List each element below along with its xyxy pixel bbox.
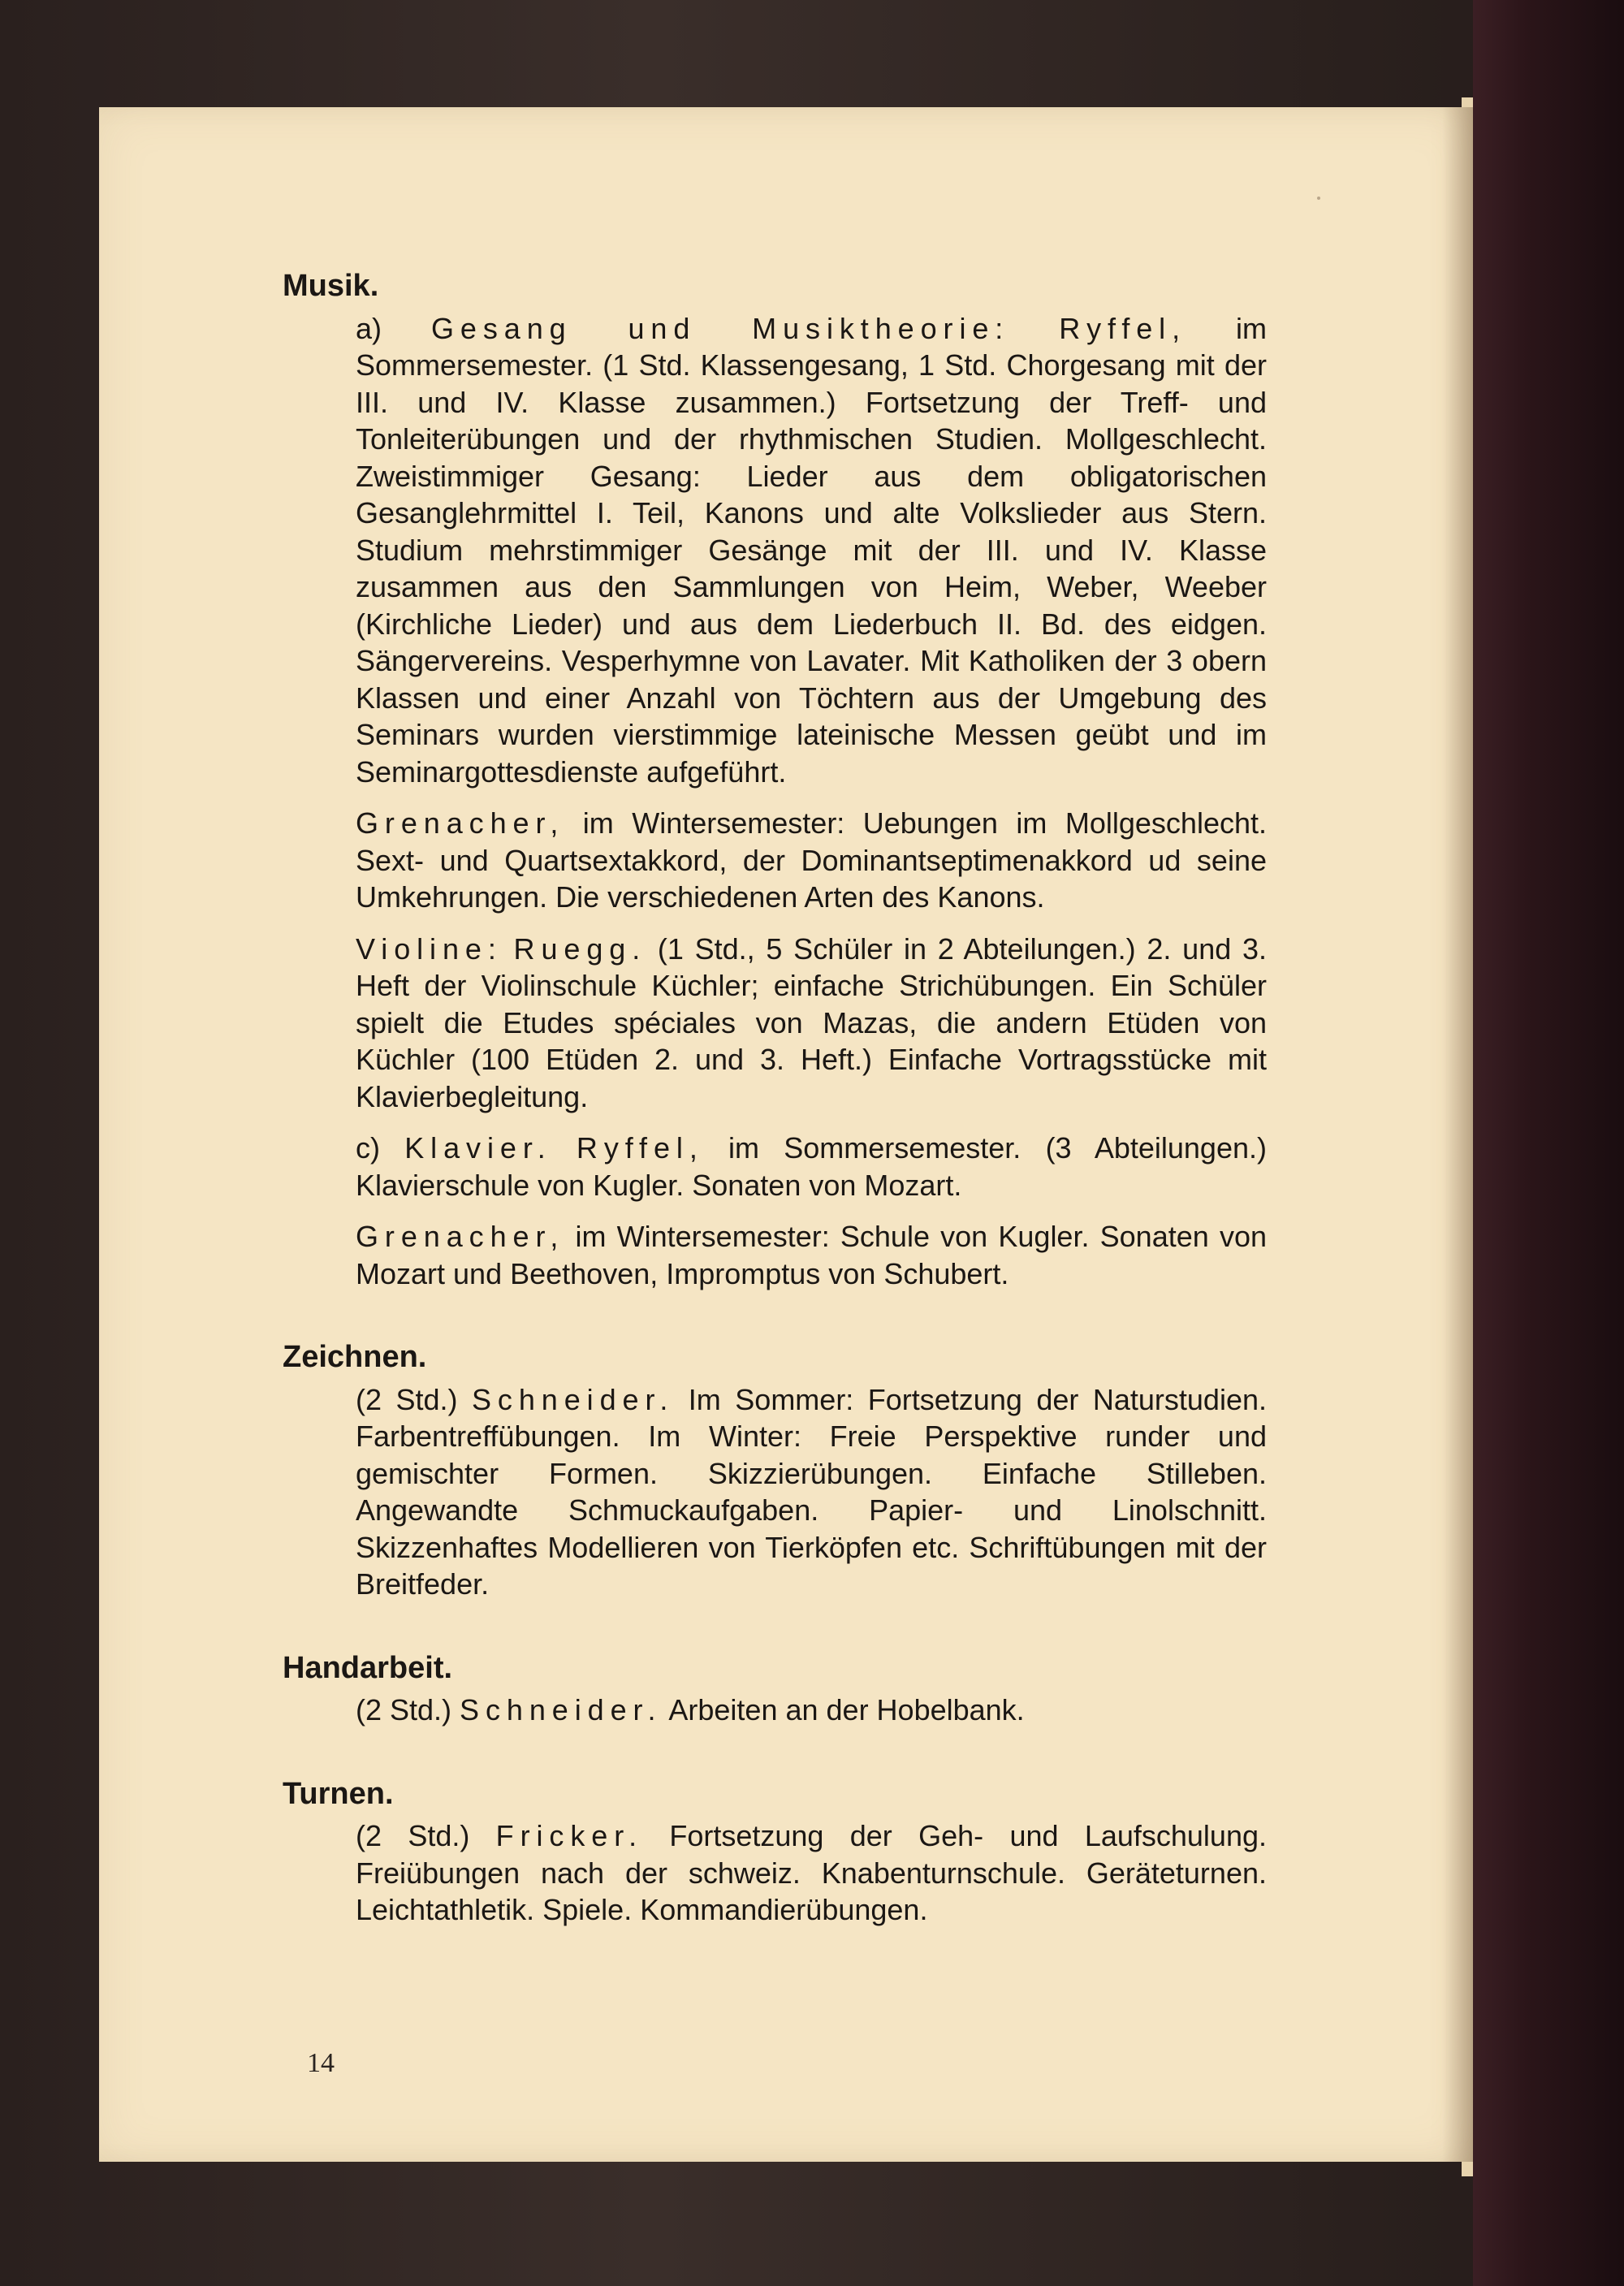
section-title-zeichnen: Zeichnen. [283,1340,427,1374]
paragraph-handarbeit [356,1692,1267,1729]
paragraph-text: Fortsetzung der Geh- und Laufschulung. Freiübungen nach der schweiz. Knabenturnschule. Geräteturnen. Leichtathletik. Spiele. Kommandierübungen. [356,1819,1268,1926]
teacher-name: Grenacher, [356,1220,565,1253]
subject-label: Violine: [356,931,503,966]
section-title-handarbeit: Handarbeit. [283,1650,453,1685]
paragraph-klavier [356,1130,1267,1203]
teacher-name: Ryffel, [576,1131,704,1165]
teacher-name: Ryffel, [1059,311,1187,345]
paragraph-prefix: (2 Std.) [356,1693,460,1726]
paragraph-zeichnen [356,1381,1267,1603]
paragraph-prefix: (2 Std.) [356,1382,472,1416]
page-gutter-shadow [1442,107,1473,2162]
paragraph-gesang [356,310,1267,791]
paragraph-text: im Wintersemester: Schule von Kugler. Sonaten von Mozart und Beethoven, Impromptus von Schubert. [356,1220,1267,1290]
teacher-name: Fricker. [495,1819,644,1852]
teacher-name: Ruegg. [513,931,647,966]
section-title-turnen: Turnen. [283,1776,394,1811]
paragraph-text: im Sommersemester. (3 Abteilungen.) Klavierschule von Kugler. Sonaten von Mozart. [356,1131,1267,1202]
teacher-name: Schneider. [472,1382,675,1416]
paragraph-text: (1 Std., 5 Schüler in 2 Abteilungen.) 2. und 3. Heft der Violinschule Küchler; einfache Strichübungen. Ein Schüler spielt die Etudes spéciales von Mazas, die andern Etüden von Küchler (100 Etüden 2. und 3. Heft.) Einfache Vortragsstücke mit Klavierbegleitung. [356,931,1267,1113]
paragraph-text: im Sommersemester. (1 Std. Klassengesang, 1 Std. Chorgesang mit der III. und IV. Klasse zusammen.) Fortsetzung der Treff- und Tonleiterübungen und der rhythmischen Studien. Mollgeschlecht. Zweistimmiger Gesang: Lieder aus dem obligatorischen Gesanglehrmittel I. Teil, Kanons und alte Volkslieder aus Stern. Studium mehrstimmiger Gesänge mit der III. und IV. Klasse zusammen aus den Sammlungen von Heim, Weber, Weeber (Kirchliche Lieder) und aus dem Liederbuch II. Bd. des eidgen. Sängervereins. Vesperhymne von Lavater. Mit Katholiken der 3 obern Klassen und einer Anzahl von Töchtern aus der Umgebung des Seminars wurden vierstimmige lateinische Messen geübt und im Seminargottesdienste aufgeführt. [356,311,1267,789]
subject-label: Gesang und Musiktheorie: [430,311,1010,345]
paragraph-turnen [356,1817,1267,1929]
paragraph-prefix: (2 Std.) [356,1819,496,1852]
paragraph-text: Im Sommer: Fortsetzung der Naturstudien. Farbentreffübungen. Im Winter: Freie Perspektive runder und gemischter Formen. Skizzierübungen. Einfache Stilleben. Angewandte Schmuckaufgaben. Papier- und Linolschnitt. Skizzenhaftes Modellieren von Tierköpfen etc. Schriftübungen mit der Breitfeder. [356,1382,1267,1601]
teacher-name: Schneider. [460,1693,663,1726]
page-number: 14 [307,2048,335,2078]
teacher-name: Grenaсher, [356,806,565,840]
paper-speck [1317,197,1320,200]
paragraph-text: im Wintersemester: Uebungen im Mollgeschlecht. Sext- und Quartsextakkord, der Dominantseptimenakkord ud seine Umkehrungen. Die verschiedenen Arten des Kanons. [356,806,1267,914]
paragraph-prefix: a) [356,311,431,345]
paragraph-grenacher-winter [356,805,1267,916]
subject-label: Klavier. [404,1131,552,1165]
section-title-musik: Musik. [283,269,379,303]
paragraph-text: Arbeiten an der Hobelbank. [662,1693,1025,1726]
book-binding [1473,0,1624,2286]
paragraph-klavier-winter [356,1218,1267,1292]
page-content [283,268,1267,1943]
paragraph-violine [356,931,1267,1116]
section-spacer [283,1744,1267,1776]
section-spacer [283,1307,1267,1339]
section-spacer [283,1618,1267,1650]
paragraph-prefix: c) [356,1131,405,1165]
